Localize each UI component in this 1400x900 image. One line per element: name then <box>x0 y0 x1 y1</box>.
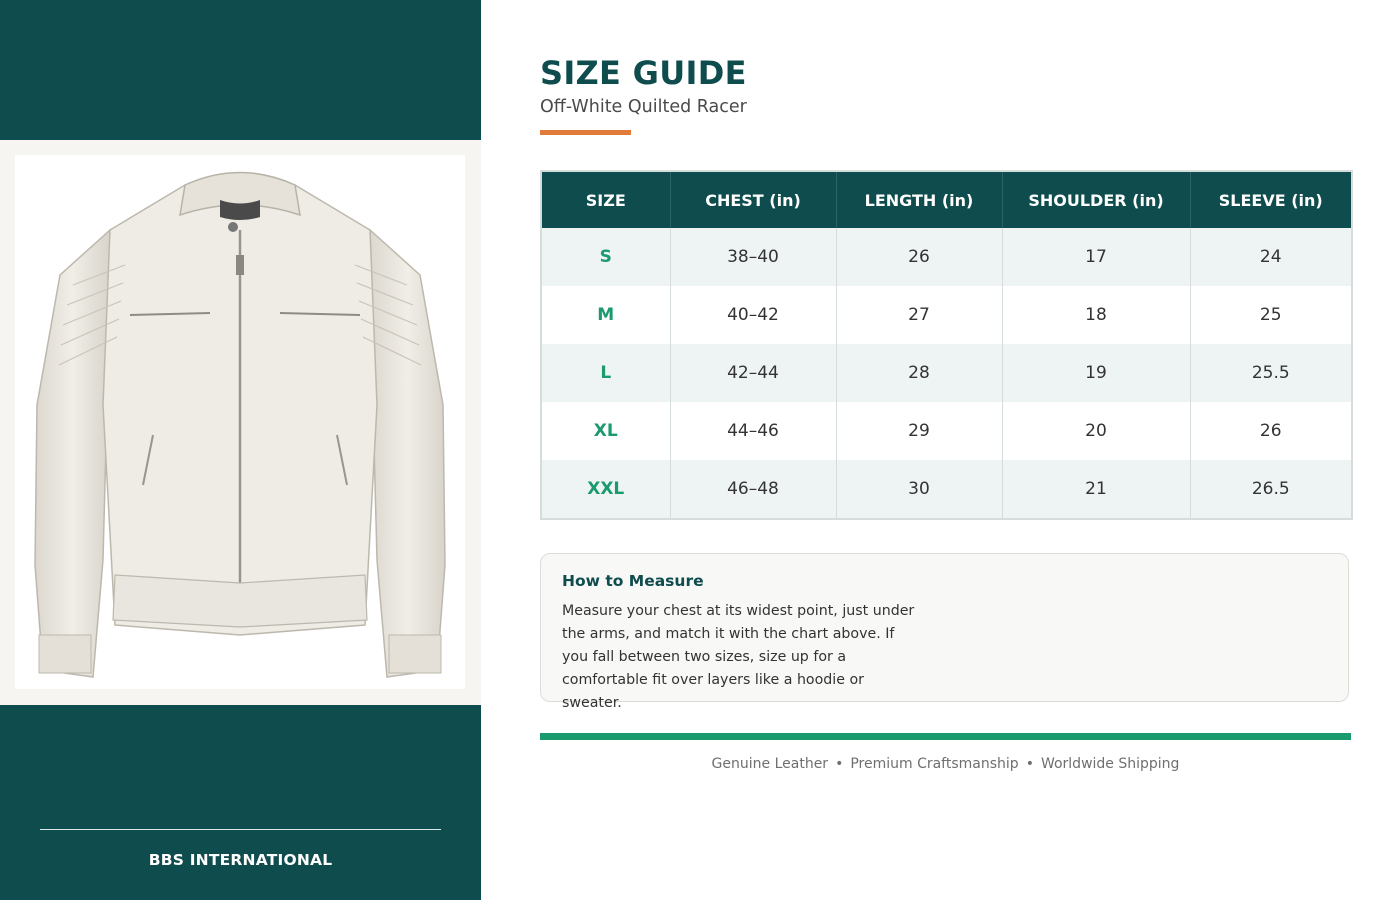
header-shoulder: SHOULDER (in) <box>1002 171 1190 228</box>
size-cell: L <box>541 344 670 402</box>
length-cell: 30 <box>836 460 1002 519</box>
jacket-photo <box>15 155 465 689</box>
footer-accent-bar <box>540 733 1351 740</box>
feature-genuine-leather: Genuine Leather <box>711 756 829 772</box>
sleeve-cell: 25.5 <box>1190 344 1352 402</box>
chest-cell: 38–40 <box>670 228 836 286</box>
feature-shipping: Worldwide Shipping <box>1040 756 1180 772</box>
how-to-measure-title: How to Measure <box>562 572 704 590</box>
length-cell: 29 <box>836 402 1002 460</box>
table-row <box>541 460 1352 519</box>
separator-dot: • <box>835 756 844 772</box>
shoulder-cell: 19 <box>1002 344 1190 402</box>
shoulder-cell: 20 <box>1002 402 1190 460</box>
header-size: SIZE <box>541 171 670 228</box>
left-panel <box>0 0 481 900</box>
header-sleeve: SLEEVE (in) <box>1190 171 1352 228</box>
shoulder-cell: 21 <box>1002 460 1190 519</box>
chest-cell: 42–44 <box>670 344 836 402</box>
length-cell: 28 <box>836 344 1002 402</box>
footer-features <box>540 756 1351 772</box>
size-cell: S <box>541 228 670 286</box>
shoulder-cell: 18 <box>1002 286 1190 344</box>
how-to-measure-box <box>540 553 1349 711</box>
table-row <box>541 228 1352 286</box>
size-cell: XL <box>541 402 670 460</box>
length-cell: 26 <box>836 228 1002 286</box>
header-chest: CHEST (in) <box>670 171 836 228</box>
chest-cell: 44–46 <box>670 402 836 460</box>
sleeve-cell: 26 <box>1190 402 1352 460</box>
chest-cell: 40–42 <box>670 286 836 344</box>
jacket-illustration <box>15 155 465 689</box>
shoulder-cell: 17 <box>1002 228 1190 286</box>
chest-cell: 46–48 <box>670 460 836 519</box>
title-accent-bar <box>540 130 631 135</box>
sleeve-cell: 24 <box>1190 228 1352 286</box>
feature-craftsmanship: Premium Craftsmanship <box>850 756 1019 772</box>
length-cell: 27 <box>836 286 1002 344</box>
how-to-measure-text: Measure your chest at its widest point, just under the arms, and match it with the chart above. If you fall between two sizes, size up for a comfortable fit over layers like a hoodie or sweater. <box>562 603 915 711</box>
size-cell: M <box>541 286 670 344</box>
sleeve-cell: 25 <box>1190 286 1352 344</box>
table-row <box>541 286 1352 344</box>
table-row <box>541 344 1352 402</box>
separator-dot: • <box>1025 756 1034 772</box>
product-name: Off-White Quilted Racer <box>540 97 747 117</box>
sleeve-cell: 26.5 <box>1190 460 1352 519</box>
product-image-frame <box>0 140 481 705</box>
table-row <box>541 402 1352 460</box>
size-cell: XXL <box>541 460 670 519</box>
brand-divider <box>40 829 441 830</box>
header-length: LENGTH (in) <box>836 171 1002 228</box>
page-title: SIZE GUIDE <box>540 54 747 92</box>
brand-name: BBS INTERNATIONAL <box>148 851 333 869</box>
size-chart-table <box>540 170 1353 520</box>
table-header-row <box>541 171 1352 228</box>
